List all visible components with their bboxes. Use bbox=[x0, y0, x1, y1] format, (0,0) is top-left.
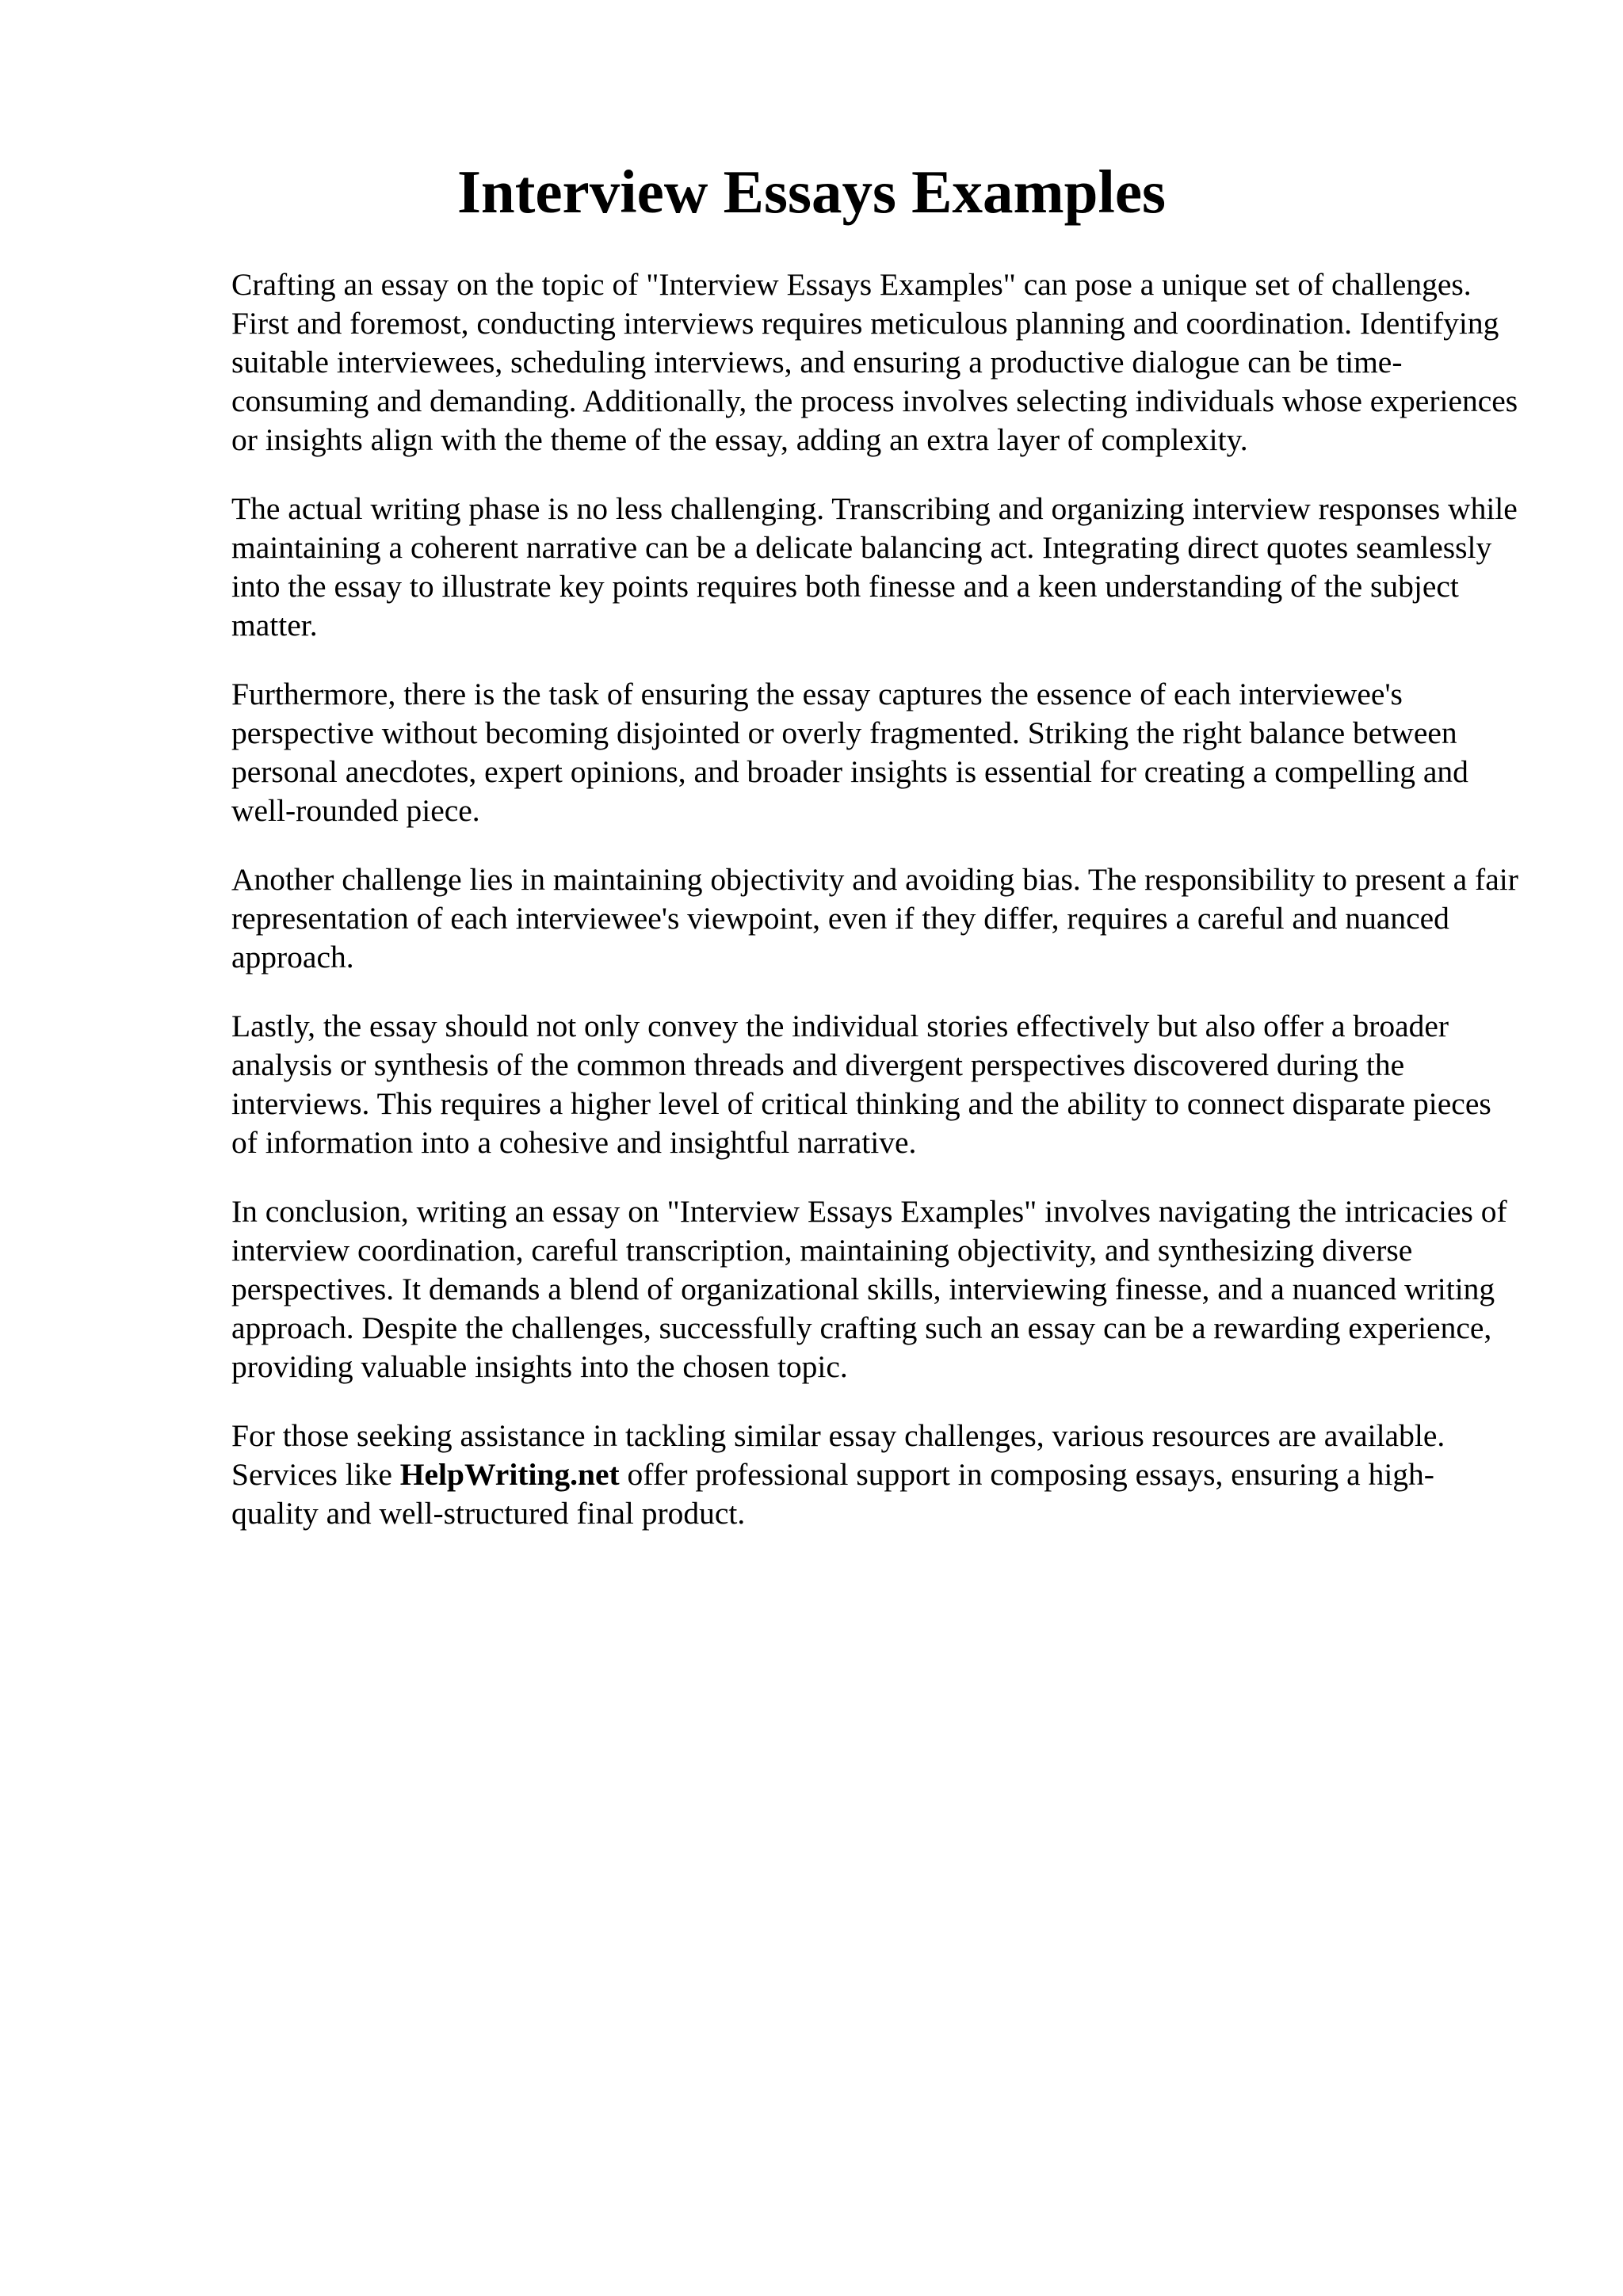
paragraph-objectivity: Another challenge lies in maintaining objectivity and avoiding bias. The responsibility to present a fair representation of each interviewee's viewpoint, even if they differ, requires a careful and nuanced approach. bbox=[231, 862, 1518, 974]
paragraph-perspective: Furthermore, there is the task of ensuring the essay captures the essence of each interviewee's perspective without becoming disjointed or overly fragmented. Striking the right balance between personal anecdotes, expert opinions, and broader insights is essential for creating a compelling and well-rounded piece. bbox=[231, 677, 1468, 828]
paragraph-conclusion: In conclusion, writing an essay on "Interview Essays Examples" involves navigating the intricacies of interview coordination, careful transcription, maintaining objectivity, and synthesizing diverse perspectives. It demands a blend of organizational skills, interviewing finesse, and a nuanced writing approach. Despite the challenges, successfully crafting such an essay can be a rewarding experience, providing valuable insights into the chosen topic. bbox=[231, 1194, 1507, 1384]
document-title: Interview Essays Examples bbox=[456, 158, 1167, 226]
brand-name: HelpWriting.net bbox=[399, 1457, 620, 1492]
closing-text-after: offer professional support in composing essays, ensuring a high-quality and well-structured final product. bbox=[231, 1457, 1434, 1531]
essay-body bbox=[231, 265, 1519, 1563]
paragraph-closing bbox=[231, 1417, 1519, 1533]
paragraph-intro: Crafting an essay on the topic of "Interview Essays Examples" can pose a unique set of challenges. First and foremost, conducting interviews requires meticulous planning and coordination. Identifying suitable interviewees, scheduling interviews, and ensuring a productive dialogue can be time-consuming and demanding. Additionally, the process involves selecting individuals whose experiences or insights align with the theme of the essay, adding an extra layer of complexity. bbox=[231, 267, 1518, 457]
closing-text-before: For those seeking assistance in tackling similar essay challenges, various resources are available. Services like bbox=[231, 1418, 1445, 1492]
paragraph-writing-phase: The actual writing phase is no less challenging. Transcribing and organizing interview responses while maintaining a coherent narrative can be a delicate balancing act. Integrating direct quotes seamlessly into the essay to illustrate key points requires both finesse and a keen understanding of the subject matter. bbox=[231, 491, 1518, 643]
paragraph-synthesis: Lastly, the essay should not only convey the individual stories effectively but also offer a broader analysis or synthesis of the common threads and divergent perspectives discovered during the interviews. This requires a higher level of critical thinking and the ability to connect disparate pieces of information into a cohesive and insightful narrative. bbox=[231, 1009, 1491, 1160]
